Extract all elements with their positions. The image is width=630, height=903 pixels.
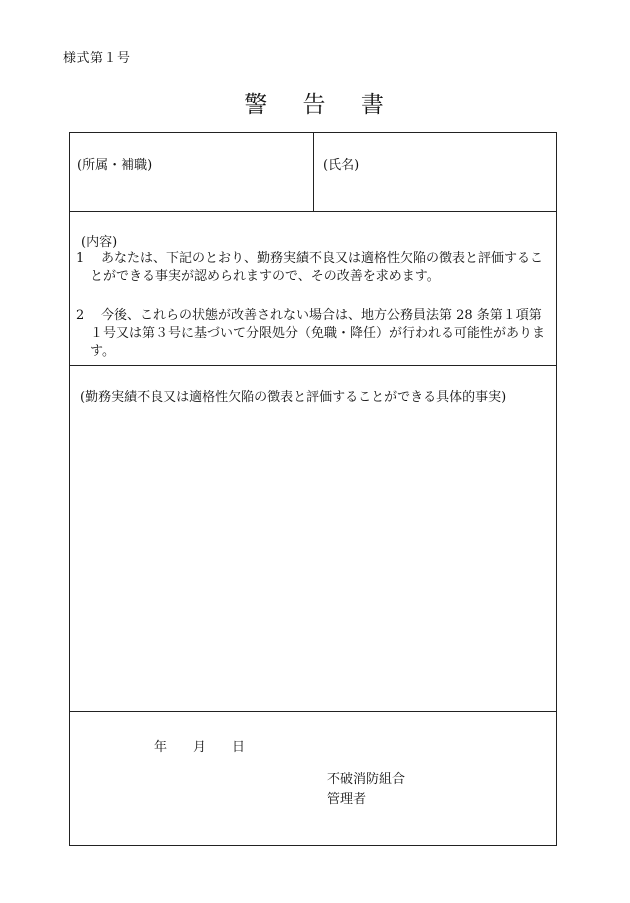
clause-text: あなたは、下記のとおり、勤務実績不良又は適格性欠陥の徴表と評価することができる事実が認められますので、その改善を求めます。 bbox=[90, 251, 544, 284]
clause-item bbox=[76, 307, 554, 361]
title-char-2: 告 bbox=[302, 92, 328, 118]
facts-row bbox=[70, 366, 556, 712]
date-year-label: 年 bbox=[154, 740, 168, 755]
clause-item bbox=[76, 250, 554, 286]
document-title bbox=[0, 86, 630, 119]
date-day-label: 日 bbox=[232, 740, 246, 755]
clause-number: 2 bbox=[76, 308, 85, 323]
affiliation-cell bbox=[70, 133, 314, 211]
title-char-3: 書 bbox=[360, 92, 386, 118]
form-number: 様式第１号 bbox=[63, 51, 131, 66]
warning-form-table bbox=[69, 132, 557, 846]
name-cell bbox=[314, 133, 558, 211]
affiliation-label: (所属・補職) bbox=[77, 158, 153, 173]
date-month-label: 月 bbox=[193, 740, 207, 755]
issuer-role: 管理者 bbox=[327, 792, 367, 807]
footer-row bbox=[70, 712, 556, 847]
clause-number: 1 bbox=[76, 251, 85, 266]
issuer-block bbox=[327, 770, 405, 810]
organization-name: 不破消防組合 bbox=[327, 772, 406, 787]
name-label: (氏名) bbox=[323, 158, 360, 173]
title-char-1: 警 bbox=[244, 92, 270, 118]
facts-label: (勤務実績不良又は適格性欠陥の徴表と評価することができる具体的事実) bbox=[80, 390, 507, 405]
header-row bbox=[70, 133, 556, 212]
content-row bbox=[70, 212, 556, 366]
clause-text: 今後、これらの状態が改善されない場合は、地方公務員法第 28 条第１項第１号又は第３号に基づいて分限処分（免職・降任）が行われる可能性があります。 bbox=[90, 308, 546, 359]
date-line bbox=[154, 736, 245, 755]
content-label: (内容) bbox=[81, 235, 118, 250]
